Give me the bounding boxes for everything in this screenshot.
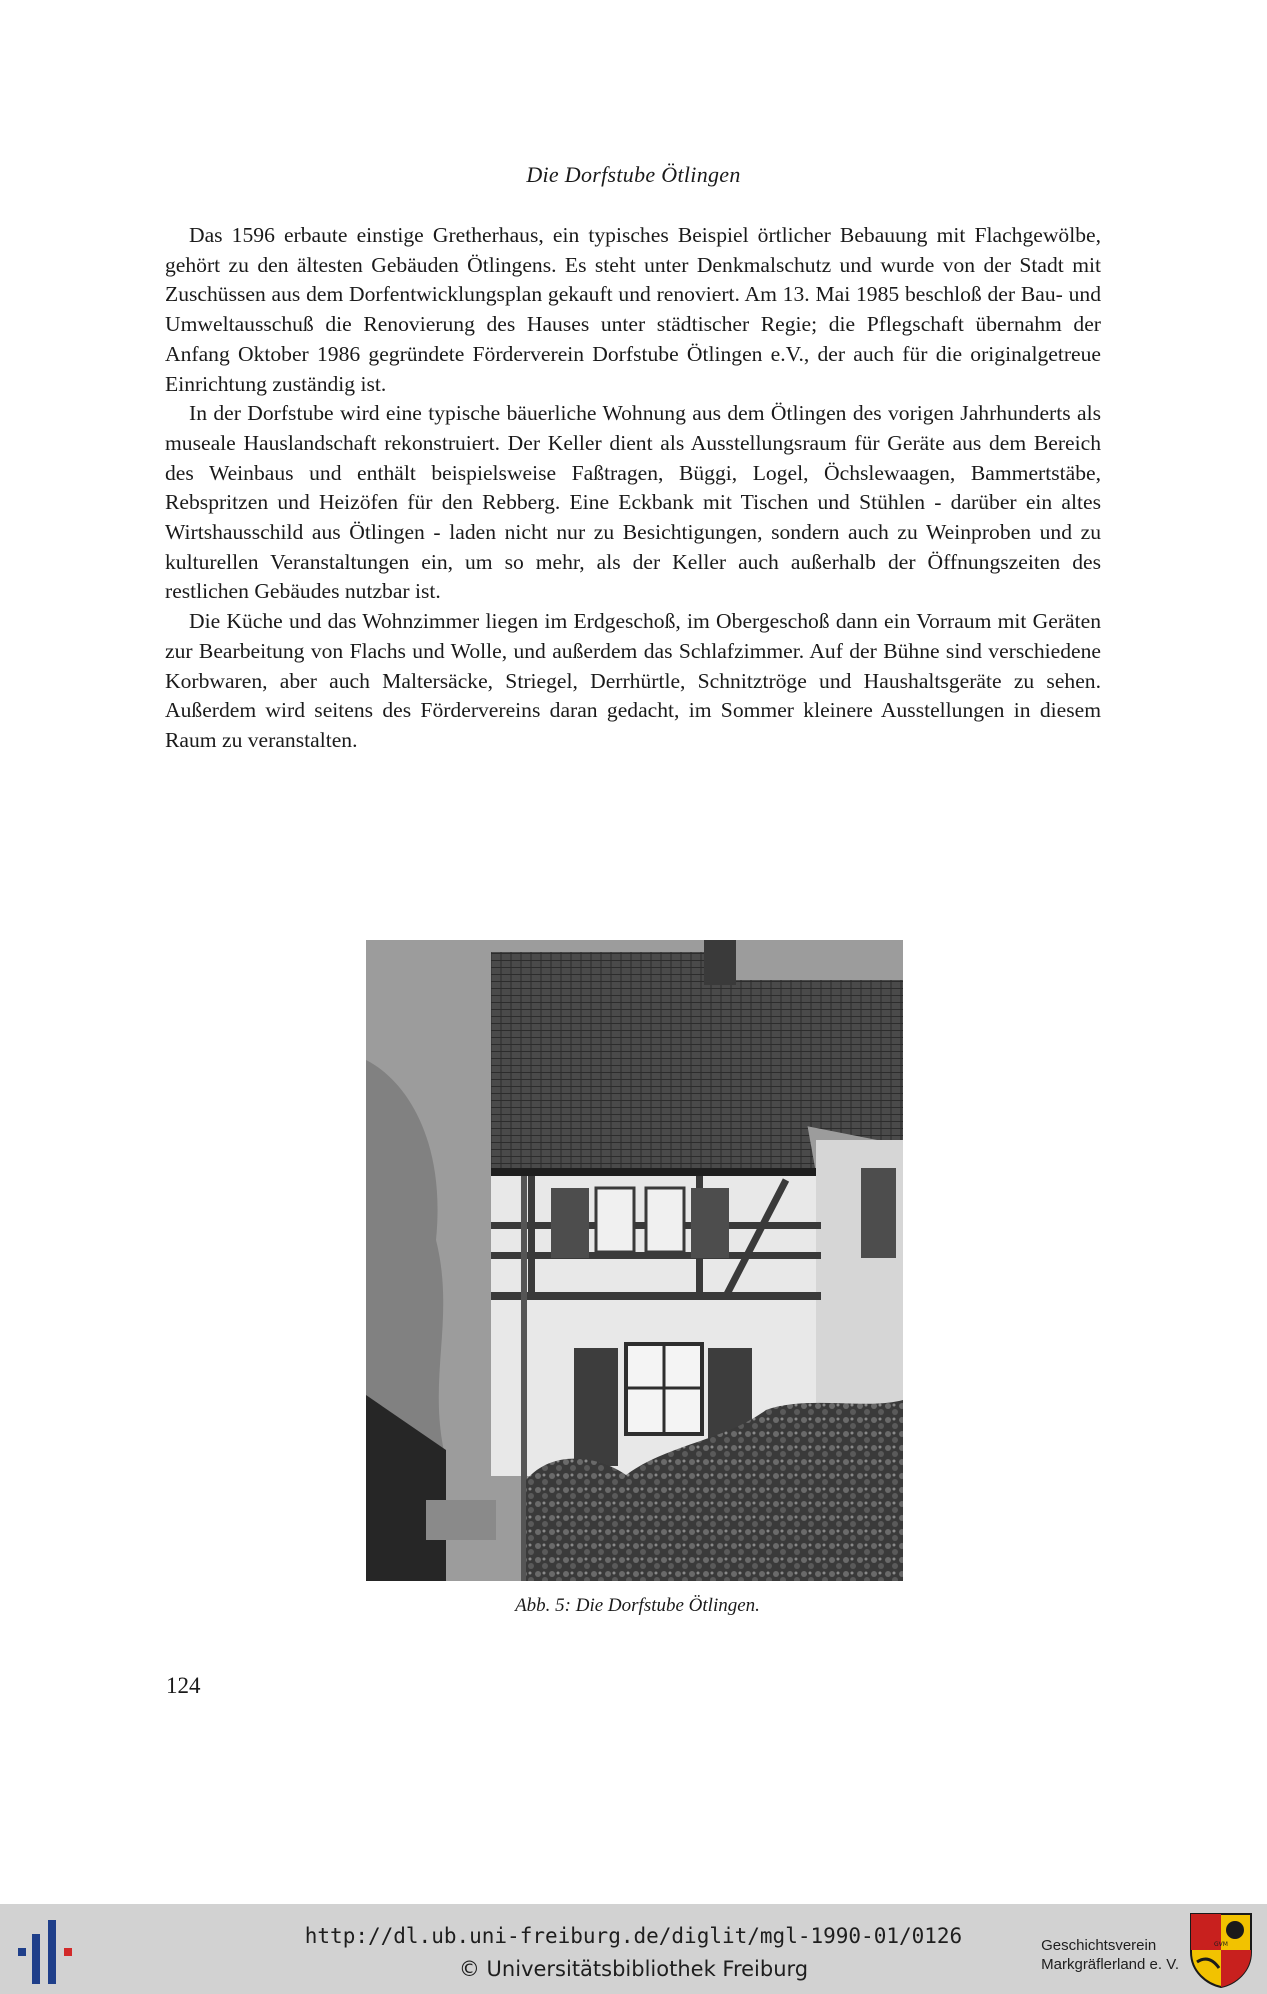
house-photograph xyxy=(366,940,903,1581)
body-text xyxy=(165,221,1101,756)
paragraph: Die Küche und das Wohnzimmer liegen im Erdgeschoß, im Obergeschoß dann ein Vorraum mit Geräten zur Bearbeitung von Flachs und Wolle, und außerdem das Schlafzimmer. Auf der Bühne sind verschiedene Korbwaren, aber auch Maltersäcke, Striegel, Derrhürtle, Schnitztröge und Haushaltsgeräte zu sehen. Außerdem wird seitens des Fördervereins daran gedacht, im Sommer kleinere Ausstellungen in diesem Raum zu veranstalten. xyxy=(165,609,1101,752)
running-head: Die Dorfstube Ötlingen xyxy=(526,162,741,187)
figure-caption: Abb. 5: Die Dorfstube Ötlingen. xyxy=(515,1595,760,1616)
society-name-line-2: Markgräflerland e. V. xyxy=(1041,1956,1179,1973)
document-url-link[interactable]: http://dl.ub.uni-freiburg.de/diglit/mgl-1990-01/0126 xyxy=(304,1924,963,1948)
footer-bar xyxy=(0,1904,1267,1994)
paragraph: Das 1596 erbaute einstige Gretherhaus, ein typisches Beispiel örtlicher Bebauung mit Flachgewölbe, gehört zu den ältesten Gebäuden Ötlingens. Es steht unter Denkmalschutz und wurde von der Stadt mit Zuschüssen aus dem Dorfentwicklungsplan gekauft und renoviert. Am 13. Mai 1985 beschloß der Bau- und Umweltausschuß die Renovierung des Hauses unter städtischer Regie; die Pflegschaft übernahm der Anfang Oktober 1986 gegründete Förderverein Dorfstube Ötlingen e.V., der auch für die originalgetreue Einrichtung zuständig ist. xyxy=(165,223,1101,396)
society-crest-icon[interactable] xyxy=(1189,1912,1253,1988)
crest-lettering: GVM xyxy=(1214,1941,1228,1948)
society-name xyxy=(1041,1936,1179,1974)
house-photo-illustration xyxy=(366,940,903,1581)
copyright-notice: © Universitätsbibliothek Freiburg xyxy=(458,1957,809,1981)
page-number: 124 xyxy=(166,1673,201,1698)
paragraph: In der Dorfstube wird eine typische bäuerliche Wohnung aus dem Ötlingen des vorigen Jahrhunderts als museale Hauslandschaft rekonstruiert. Der Keller dient als Ausstellungsraum für Geräte aus dem Bereich des Weinbaus und enthält beispielsweise Faßtragen, Büggi, Logel, Öchslewaagen, Bammertstäbe, Rebspritzen und Heizöfen für den Rebberg. Eine Eckbank mit Tischen und Stühlen - darüber ein altes Wirtshausschild aus Ötlingen - laden nicht nur zu Besichtigungen, sondern auch zu Weinproben und zu kulturellen Veranstaltungen ein, um so mehr, als der Keller auch außerhalb der Öffnungszeiten des restlichen Gebäudes nutzbar ist. xyxy=(165,401,1101,604)
society-name-line-1: Geschichtsverein xyxy=(1041,1937,1157,1954)
